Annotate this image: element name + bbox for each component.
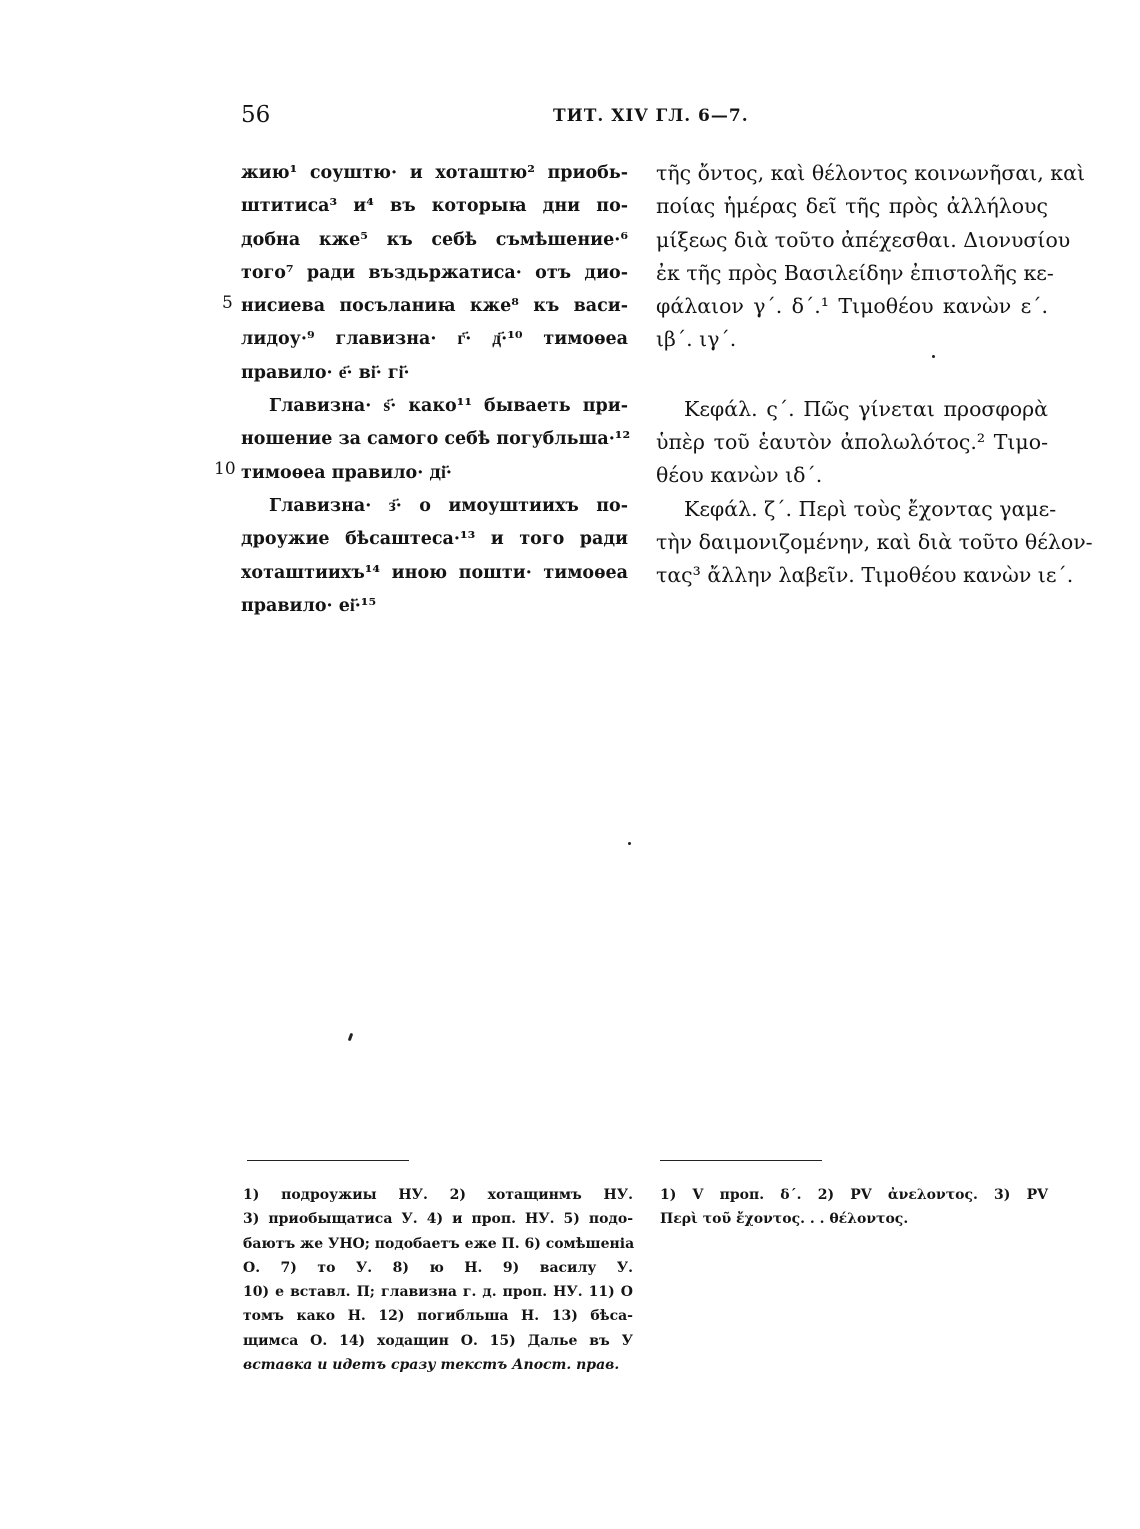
text-line: правило· еі҃·¹⁵ xyxy=(241,595,377,616)
text-line: ποίας ἡμέρας δεῖ τῆς πρὸς ἀλλήλους xyxy=(656,194,1048,219)
text-line: Главизна· ѕ҃· како¹¹ бываеть при- xyxy=(269,396,628,417)
text-line: ἐκ τῆς πρὸς Βασιλείδην ἐπιστολῆς κε- xyxy=(656,260,1054,285)
text-line: того⁷ ради въздьржатиса· отъ дио- xyxy=(241,262,628,283)
line-number: 10 xyxy=(214,459,236,479)
footnote-rule xyxy=(247,1160,409,1161)
footnote-line: 10) е вставл. П; главизна г. д. проп. НУ. 11) О xyxy=(243,1284,633,1301)
footnote-line: щимса О. 14) ходащин О. 15) Далье въ У xyxy=(243,1332,633,1349)
text-line: θέου κανὼν ιδ΄. xyxy=(656,463,823,488)
footnotes-slavonic xyxy=(243,1183,633,1377)
text-line: жию¹ соуштю· и хоташтю² приобь- xyxy=(241,163,628,183)
text-line: τὴν δαιμονιζομένην, καὶ διὰ τοῦτο θέλον- xyxy=(656,529,1093,554)
footnote-line: 1) V проп. δ΄. 2) PV ἀνελοντος. 3) PV xyxy=(660,1187,1048,1203)
text-line: тимоѳеа правило· ді҃· xyxy=(241,462,453,483)
footnote-line: вставка и идетъ сразу текстъ Апост. прав. xyxy=(243,1357,620,1374)
greek-column xyxy=(656,157,1093,593)
footnotes-greek xyxy=(660,1183,1048,1232)
text-line: лидоу·⁹ главизна· г҃· д҃·¹⁰ тимоѳеа xyxy=(241,329,628,350)
running-head: ТИТ. XIV ГЛ. 6—7. xyxy=(553,106,749,126)
footnote-line: Περὶ τοῦ ἔχοντος. . . θέλοντος. xyxy=(660,1211,909,1228)
text-line: правило· е҃· ві҃· гі҃· xyxy=(241,362,410,383)
text-line: τας³ ἄλλην λαβεῖν. Τιμοθέου κανὼν ιε΄. xyxy=(656,563,1074,588)
footnote-line: 3) приобыщатиса У. 4) и проп. НУ. 5) подо- xyxy=(243,1211,633,1228)
text-line: τῆς ὄντος, καὶ θέλοντος κοινωνῆσαι, καὶ xyxy=(656,161,1085,185)
text-line: ὑπὲρ τοῦ ἑαυτὸν ἀπολωλότος.² Τιμο- xyxy=(656,430,1048,455)
text-line: μίξεως διὰ τοῦτο ἀπέχεσθαι. Διονυσίου xyxy=(656,227,1071,252)
footnote-line: 1) подроужиы НУ. 2) хотащинмъ НУ. xyxy=(243,1187,633,1203)
text-line: ношение за самого себѣ погубльша·¹² xyxy=(241,429,631,450)
text-line: дроужие бѣсаштеса·¹³ и того ради xyxy=(241,529,628,550)
page-number: 56 xyxy=(241,102,271,128)
print-speck xyxy=(628,842,631,845)
text-line: ιβ΄. ιγ΄. xyxy=(656,327,737,352)
footnote-line: О. 7) то У. 8) ю Н. 9) василу У. xyxy=(243,1259,633,1276)
line-number: 5 xyxy=(222,293,233,313)
text-line: Главизна· з҃· о имоуштиихъ по- xyxy=(269,495,628,516)
text-line: добна кже⁵ къ себѣ съмѣшение·⁶ xyxy=(241,229,628,250)
text-line: Κεφάλ. ς΄. Πῶς γίνεται προσφορὰ xyxy=(684,396,1048,421)
footnote-line: баютъ же УНО; подобаетъ еже П. 6) сомѣшенiа xyxy=(243,1235,635,1252)
paragraph-gap xyxy=(656,357,1048,393)
print-speck xyxy=(932,355,935,358)
text-line: Κεφάλ. ζ΄. Περὶ τοὺς ἔχοντας γαμε- xyxy=(684,496,1057,521)
footnote-rule xyxy=(660,1160,822,1161)
slavonic-column xyxy=(241,157,631,623)
footnote-line: томъ како Н. 12) погибльша Н. 13) бѣса- xyxy=(243,1308,633,1325)
text-line: штитиса³ и⁴ въ которыꙗ дни по- xyxy=(241,196,628,217)
print-speck xyxy=(348,1033,354,1042)
text-line: нисиева посъланиꙗ кже⁸ къ васи- xyxy=(241,296,628,317)
text-line: хоташтиихъ¹⁴ иною пошти· тимоѳеа xyxy=(241,562,628,583)
text-line: φάλαιον γ΄. δ΄.¹ Τιμοθέου κανὼν ε΄. xyxy=(656,294,1048,319)
